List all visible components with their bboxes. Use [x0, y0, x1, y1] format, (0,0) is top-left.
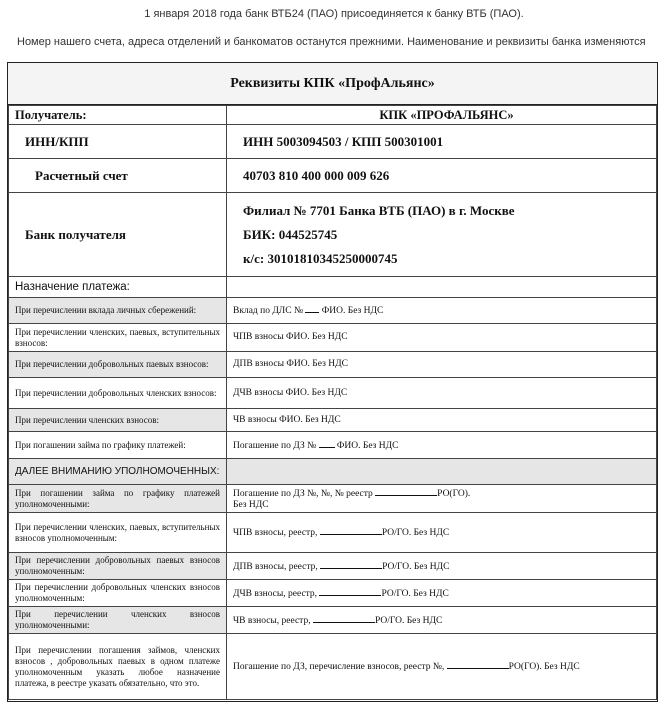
purpose-value — [227, 513, 657, 553]
purpose-label: При перечислении погашения займов, членских взносов , добровольных паевых в одном платеже уполномоченным указать любое назначение платежа, в реестре указать обязательно, что это. — [9, 634, 227, 700]
purpose-row — [9, 378, 657, 409]
purpose-value-prefix: ЧВ взносы, реестр, — [233, 615, 311, 626]
account-label: Расчетный счет — [9, 159, 227, 193]
purpose-label: При погашении займа по графику платежей уполномоченными: — [9, 485, 227, 513]
purpose-value-prefix: Вклад по ДЛС № — [233, 306, 304, 316]
purpose-label: При перечислении добровольных паевых взносов уполномоченным: — [9, 553, 227, 580]
bank-details — [227, 193, 657, 277]
purpose-value-suffix: РО/ГО. Без НДС — [382, 561, 450, 572]
account-value: 40703 810 400 000 009 626 — [227, 159, 657, 193]
purpose-label: При перечислении членских, паевых, вступительных взносов уполномоченным: — [9, 513, 227, 553]
purpose-value — [227, 432, 657, 459]
attention-label: ДАЛЕЕ ВНИМАНИЮ УПОЛНОМОЧЕННЫХ: — [9, 459, 227, 485]
blank-line — [320, 560, 382, 569]
bank-corr-account: к/с: 30101810345250000745 — [243, 250, 398, 266]
notice-line-1: 1 января 2018 года банк ВТБ24 (ПАО) присоединяется к банку ВТБ (ПАО). — [144, 8, 524, 20]
bank-label: Банк получателя — [9, 193, 227, 277]
purpose-value-line2: Без НДС — [233, 499, 269, 510]
purpose-value-suffix: РО/ГО. Без НДС — [381, 588, 449, 599]
bank-row — [9, 193, 657, 277]
purpose-label: При погашении займа по графику платежей: — [9, 432, 227, 459]
purpose-row — [9, 324, 657, 352]
purpose-value: ЧВ взносы ФИО. Без НДС — [227, 409, 657, 432]
purpose-value — [227, 580, 657, 607]
purpose-label: При перечислении членских взносов уполномоченными: — [9, 607, 227, 634]
purpose-label: При перечислении добровольных членских взносов: — [9, 378, 227, 409]
purpose-label: При перечислении добровольных членских взносов уполномоченным: — [9, 580, 227, 607]
inn-value: ИНН 5003094503 / КПП 500301001 — [227, 125, 657, 159]
purpose-label: При перечислении вклада личных сбережений: — [9, 298, 227, 324]
purpose-value-suffix: РО/ГО. Без НДС — [381, 528, 450, 538]
purpose-header: Назначение платежа: — [9, 277, 227, 298]
bank-name: Филиал № 7701 Банка ВТБ (ПАО) в г. Москве — [243, 202, 515, 218]
auth-purpose-row — [9, 553, 657, 580]
blank-line — [305, 304, 319, 313]
purpose-value-prefix: ДЧВ взносы, реестр, — [233, 588, 318, 599]
purpose-value-prefix: Погашение по ДЗ № — [233, 440, 317, 451]
auth-purpose-row — [9, 513, 657, 553]
requisites-document — [7, 62, 658, 702]
purpose-value: ДПВ взносы ФИО. Без НДС — [227, 352, 657, 378]
purpose-value-prefix: ЧПВ взносы, реестр, — [233, 528, 318, 538]
document-title: Реквизиты КПК «ПрофАльянс» — [8, 63, 657, 105]
purpose-value — [227, 634, 657, 700]
auth-purpose-row — [9, 485, 657, 513]
purpose-value — [227, 298, 657, 324]
auth-purpose-row — [9, 580, 657, 607]
recipient-row — [9, 106, 657, 125]
purpose-label: При перечислении членских, паевых, вступительных взносов: — [9, 324, 227, 352]
recipient-label: Получатель: — [9, 106, 227, 125]
purpose-value-suffix: ФИО. Без НДС — [336, 440, 399, 451]
blank-line — [313, 614, 375, 623]
bank-merger-notice — [0, 0, 668, 62]
attention-row — [9, 459, 657, 485]
purpose-value-prefix: Погашение по ДЗ №, №, № реестр — [233, 488, 373, 499]
purpose-value — [227, 485, 657, 513]
auth-purpose-row — [9, 607, 657, 634]
purpose-row — [9, 352, 657, 378]
purpose-value — [227, 607, 657, 634]
purpose-value-suffix: РО(ГО). Без НДС — [508, 662, 580, 672]
blank-line — [447, 660, 509, 669]
purpose-value-suffix: РО(ГО). — [437, 488, 471, 499]
purpose-value: ЧПВ взносы ФИО. Без НДС — [227, 324, 657, 352]
purpose-value — [227, 553, 657, 580]
purpose-row — [9, 409, 657, 432]
purpose-value-suffix: ФИО. Без НДС — [321, 306, 384, 316]
blank-line — [320, 526, 382, 535]
purpose-row — [9, 432, 657, 459]
purpose-value-suffix: РО/ГО. Без НДС — [374, 615, 443, 626]
blank-line — [319, 587, 381, 596]
purpose-row — [9, 298, 657, 324]
purpose-value: ДЧВ взносы ФИО. Без НДС — [227, 378, 657, 409]
auth-purpose-row — [9, 634, 657, 700]
inn-label: ИНН/КПП — [9, 125, 227, 159]
account-row — [9, 159, 657, 193]
inn-row — [9, 125, 657, 159]
requisites-table — [8, 105, 657, 700]
purpose-value-prefix: ДПВ взносы, реестр, — [233, 561, 318, 572]
notice-line-2: Номер нашего счета, адреса отделений и банкоматов останутся прежними. Наименование и реквизиты банка изменяются — [17, 36, 646, 48]
recipient-value: КПК «ПРОФАЛЬЯНС» — [227, 106, 657, 125]
bank-bik: БИК: 044525745 — [243, 226, 338, 242]
blank-line — [319, 439, 335, 448]
purpose-label: При перечислении добровольных паевых взносов: — [9, 352, 227, 378]
purpose-header-row — [9, 277, 657, 298]
purpose-label: При перечислении членских взносов: — [9, 409, 227, 432]
purpose-value-prefix: Погашение по ДЗ, перечисление взносов, реестр №, — [233, 662, 445, 672]
blank-line — [375, 487, 437, 496]
